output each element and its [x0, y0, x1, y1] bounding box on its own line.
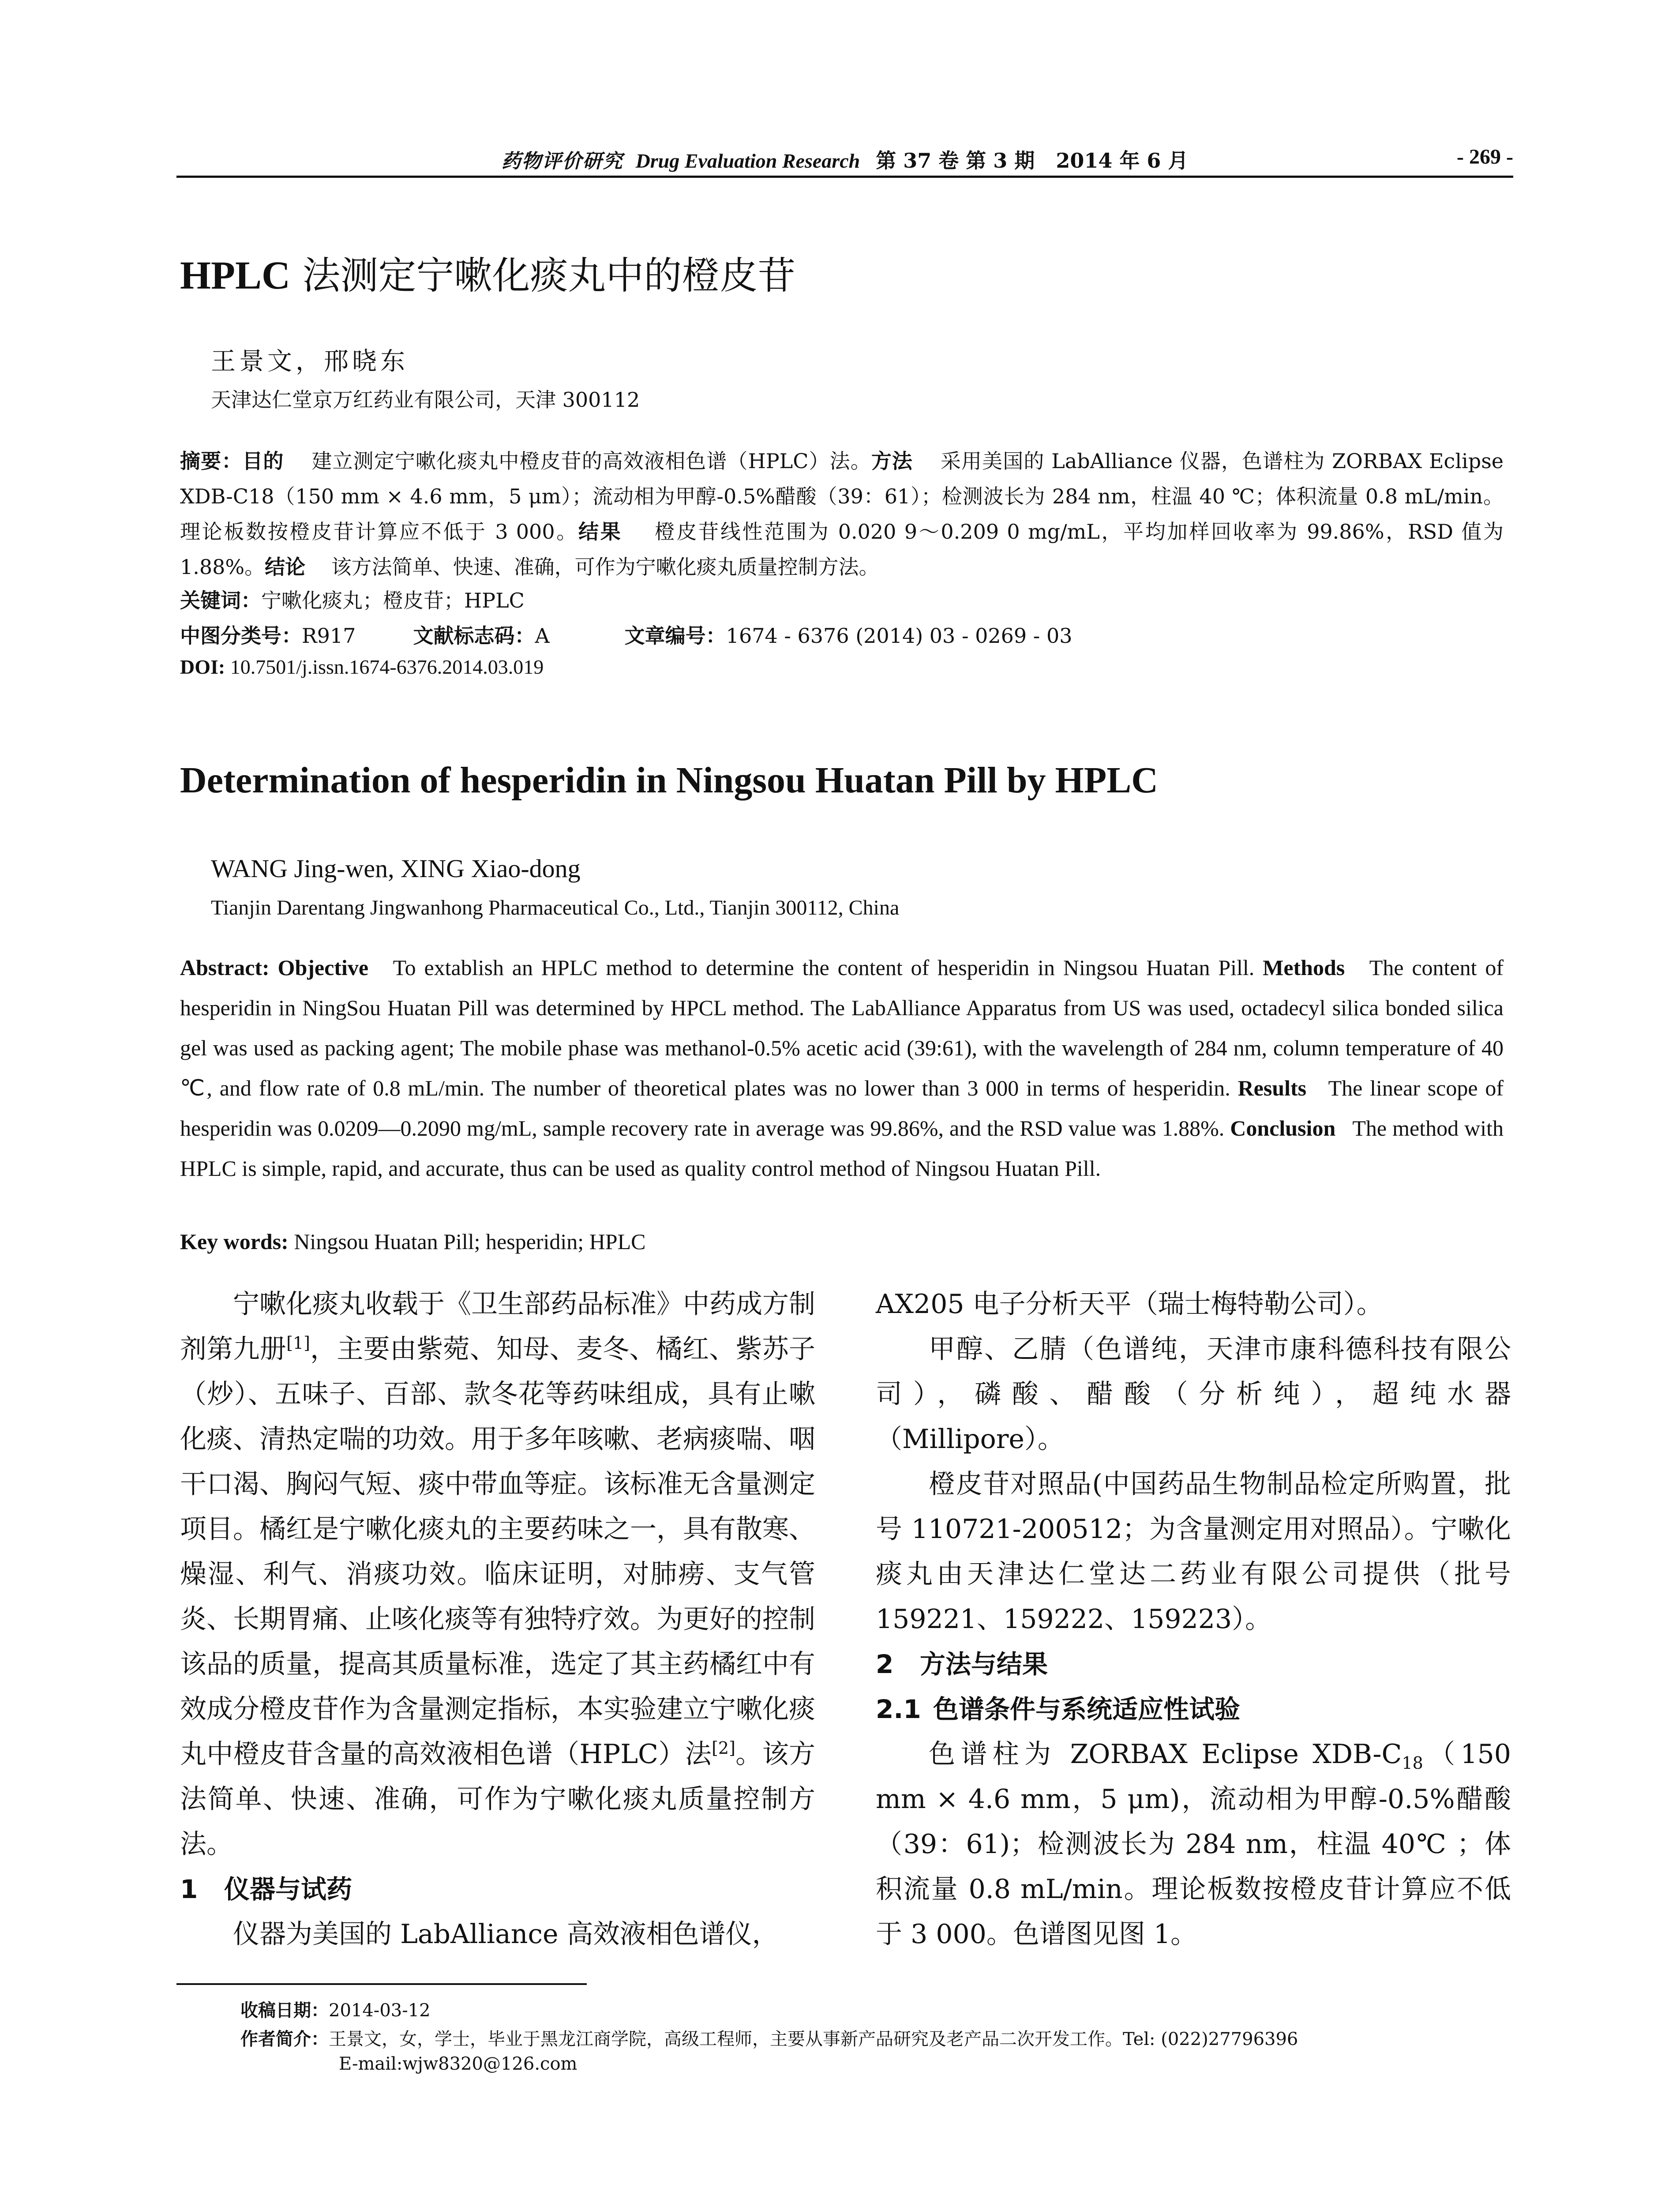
author-email[interactable]: E-mail:wjw8320@126.com: [339, 2054, 578, 2074]
abstract-en-label: Abstract:: [180, 955, 270, 980]
chromatography-conditions: [876, 1732, 1511, 1957]
chromatography-text-a: 色谱柱为 ZORBAX Eclipse XDB-C: [929, 1739, 1402, 1770]
title-cn-rest: 法测定宁嗽化痰丸中的橙皮苷: [290, 254, 796, 298]
abstract-en-methods: The content of hesperidin in NingSou Huatan Pill was determined by HPCL method. The LabAlliance Apparatus from US was used, octadecyl silica bonded silica gel was used as packing agent; The mobile phase was methanol-0.5% acetic acid (39:61), with the wavelength of 284 nm, column temperature of 40 ℃, and flow rate of 0.8 mL/min. The number of theoretical plates was no lower than 3 000 in terms of hesperidin.: [180, 955, 1504, 1100]
section-2-1-number: 2.1: [876, 1694, 921, 1724]
intro-text-c: 。该方法简单、快速、准确，可作为宁嗽化痰丸质量控制方法。: [180, 1739, 815, 1860]
keywords-en-value: Ningsou Huatan Pill; hesperidin; HPLC: [294, 1229, 646, 1254]
keywords-cn-label: 关键词：: [180, 589, 261, 612]
abstract-en-objective-label: Objective: [278, 955, 369, 980]
body-right-column: [876, 1282, 1511, 1957]
header-rule: [176, 176, 1513, 178]
abstract-en-methods-label: Methods: [1263, 955, 1345, 980]
section-1-heading: [180, 1867, 815, 1912]
received-value: 2014-03-12: [329, 2000, 431, 2021]
abstract-cn-objective: 建立测定宁嗽化痰丸中橙皮苷的高效液相色谱（HPLC）法。: [311, 449, 871, 473]
section-2-heading: [876, 1642, 1511, 1687]
bio-label: 作者简介：: [240, 2029, 329, 2049]
chromatography-text-b: （150 mm × 4.6 mm，5 μm)，流动相为甲醇-0.5%醋酸（39：61)；检测波长为 284 nm，柱温 40℃ ；体积流量 0.8 mL/min。理论板数按橙皮苷计算应不低于 3 000。色谱图见图 1。: [876, 1739, 1511, 1950]
doc-code-label: 文献标志码：: [413, 624, 535, 648]
article-number-label: 文章编号：: [624, 624, 726, 648]
journal-issue: 第 37 卷 第 3 期: [876, 149, 1035, 173]
intro-text-a: 宁嗽化痰丸收载于《卫生部药品标准》中药成方制剂第九册: [180, 1289, 815, 1365]
clc-value: R917: [302, 624, 356, 648]
running-header: [176, 140, 1513, 181]
instruments-continued: AX205 电子分析天平（瑞士梅特勒公司）。: [876, 1289, 1383, 1320]
citation-2[interactable]: [2]: [712, 1738, 735, 1758]
section-2-1-heading: [876, 1687, 1511, 1732]
authors-cn: 王景文，邢晓东: [211, 347, 409, 376]
section-2-title: 方法与结果: [920, 1649, 1048, 1679]
abstract-cn-methods: 采用美国的 LabAlliance 仪器，色谱柱为 ZORBAX Eclipse XDB-C18（150 mm × 4.6 mm，5 μm）；流动相为甲醇-0.5%醋酸（39：61）；检测波长为 284 nm，柱温 40 ℃；体积流量 0.8 mL/min。理论板数按橙皮苷计算应不低于 3 000。: [180, 449, 1504, 544]
section-1-text: 仪器为美国的 LabAlliance 高效液相色谱仪，: [233, 1919, 779, 1950]
title-en: Determination of hesperidin in Ningsou Huatan Pill by HPLC: [180, 760, 1158, 801]
doi-value: 10.7501/j.issn.1674-6376.2014.03.019: [230, 656, 544, 678]
abstract-en-results: The linear scope of hesperidin was 0.0209—0.2090 mg/mL, sample recovery rate in average was 99.86%, and the RSD value was 1.88%.: [180, 1076, 1504, 1141]
intro-text-b: ，主要由紫菀、知母、麦冬、橘红、紫苏子（炒）、五味子、百部、款冬花等药味组成，具有止嗽化痰、清热定喘的功效。用于多年咳嗽、老病痰喘、咽干口渴、胸闷气短、痰中带血等症。该标准无含量测定项目。橘红是宁嗽化痰丸的主要药味之一，具有散寒、燥湿、利气、消痰功效。临床证明，对肺痨、支气管炎、长期胃痛、止咳化痰等有独特疗效。为更好的控制该品的质量，提高其质量标准，选定了其主药橘红中有效成分橙皮苷作为含量测定指标，本实验建立宁嗽化痰丸中橙皮苷含量的高效液相色谱（HPLC）法: [180, 1334, 816, 1770]
journal-name-en: Drug Evaluation Research: [635, 150, 860, 172]
clc-label: 中图分类号：: [180, 624, 302, 648]
intro-paragraph: [180, 1282, 815, 1867]
abstract-en-conclusion: The method with HPLC is simple, rapid, and accurate, thus can be used as quality control method of Ningsou Huatan Pill.: [180, 1116, 1504, 1181]
section-2-1-title: 色谱条件与系统适应性试验: [933, 1694, 1241, 1724]
article-number-value: 1674 - 6376 (2014) 03 - 0269 - 03: [726, 624, 1072, 648]
bio-value: 王景文，女，学士，毕业于黑龙江商学院，高级工程师，主要从事新产品研究及老产品二次开发工作。Tel: (022)27796396: [329, 2029, 1298, 2049]
footnote-rule: [176, 1983, 587, 1985]
keywords-cn-value: 宁嗽化痰丸；橙皮苷；HPLC: [261, 589, 525, 612]
section-2-number: 2: [876, 1649, 894, 1679]
keywords-cn: [180, 585, 525, 614]
abstract-cn-conclusion-label: 结论: [265, 555, 306, 579]
classification-line: [180, 620, 1072, 649]
abstract-en-conclusion-label: Conclusion: [1230, 1116, 1336, 1141]
section-1-title: 仪器与试药: [224, 1874, 352, 1904]
header-center: [176, 145, 1513, 174]
abstract-cn-results-label: 结果: [578, 520, 622, 544]
received-date: [240, 1996, 431, 2022]
abstract-en-results-label: Results: [1238, 1076, 1307, 1100]
abstract-cn-objective-label: 目的: [242, 449, 284, 473]
received-label: 收稿日期：: [240, 2000, 329, 2021]
page-number: - 269 -: [1457, 145, 1513, 169]
abstract-cn: [180, 443, 1504, 585]
abstract-cn-conclusion: 该方法简单、快速、准确，可作为宁嗽化痰丸质量控制方法。: [331, 555, 879, 579]
abstract-en-objective: To extablish an HPLC method to determine the content of hesperidin in Ningsou Huatan Pill.: [393, 955, 1255, 980]
doi-line: [180, 655, 544, 679]
affiliation-en: Tianjin Darentang Jingwanhong Pharmaceutical Co., Ltd., Tianjin 300112, China: [211, 896, 900, 919]
doc-code-value: A: [535, 624, 550, 648]
doi-label: DOI:: [180, 656, 225, 678]
c18-subscript: 18: [1402, 1753, 1423, 1773]
title-cn: [180, 245, 795, 300]
journal-name-cn: 药物评价研究: [501, 150, 623, 173]
affiliation-cn: 天津达仁堂京万红药业有限公司，天津 300112: [211, 388, 640, 412]
keywords-en: [180, 1229, 646, 1254]
author-bio: [240, 2025, 1298, 2050]
journal-date: 2014 年 6 月: [1056, 149, 1189, 173]
reagents-paragraph: 甲醇、乙腈（色谱纯，天津市康科德科技有限公司），磷酸、醋酸（分析纯），超纯水器（Millipore）。: [876, 1334, 1511, 1455]
title-cn-latin: HPLC: [180, 254, 291, 297]
abstract-cn-label: 摘要：: [180, 449, 243, 473]
abstract-cn-results: 橙皮苷线性范围为 0.020 9～0.209 0 mg/mL，平均加样回收率为 99.86%，RSD 值为 1.88%。: [180, 520, 1504, 579]
keywords-en-label: Key words:: [180, 1229, 289, 1254]
authors-en: WANG Jing-wen, XING Xiao-dong: [211, 854, 581, 883]
body-left-column: [180, 1282, 815, 1957]
reference-substance-paragraph: 橙皮苷对照品(中国药品生物制品检定所购置，批号 110721-200512；为含量测定用对照品）。宁嗽化痰丸由天津达仁堂达二药业有限公司提供（批号 159221、159222、159223）。: [876, 1469, 1511, 1635]
section-1-number: 1: [180, 1874, 198, 1904]
citation-1[interactable]: [1]: [286, 1333, 310, 1353]
abstract-cn-methods-label: 方法: [871, 449, 913, 473]
abstract-en: [180, 948, 1504, 1189]
